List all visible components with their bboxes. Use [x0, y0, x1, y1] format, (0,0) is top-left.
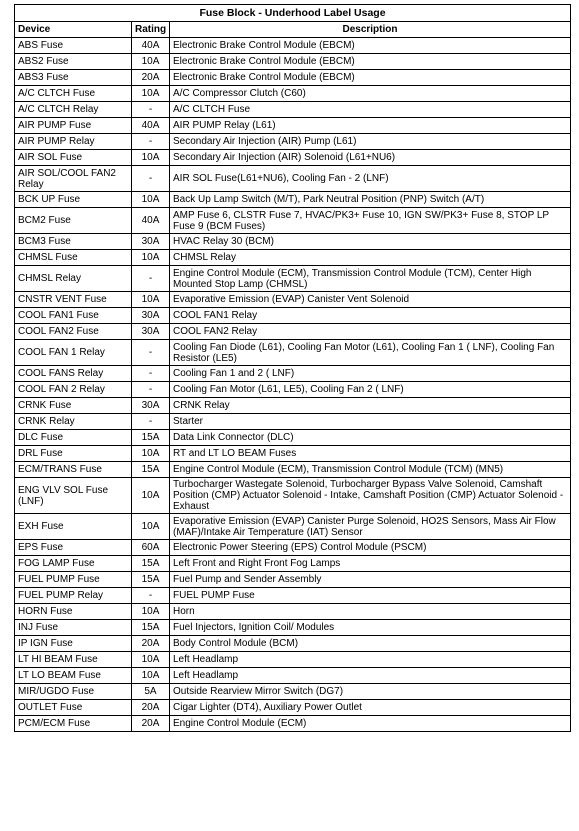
description-cell: Outside Rearview Mirror Switch (DG7)	[170, 684, 571, 700]
description-cell: Secondary Air Injection (AIR) Pump (L61)	[170, 134, 571, 150]
table-row	[15, 398, 571, 414]
description-cell: AMP Fuse 6, CLSTR Fuse 7, HVAC/PK3+ Fuse 10, IGN SW/PK3+ Fuse 8, STOP LP Fuse 9 (BCM Fuses)	[170, 208, 571, 234]
rating-cell: 40A	[132, 118, 170, 134]
table-row	[15, 292, 571, 308]
rating-cell: 10A	[132, 668, 170, 684]
device-cell: FOG LAMP Fuse	[15, 556, 132, 572]
device-cell: A/C CLTCH Fuse	[15, 86, 132, 102]
table-row	[15, 192, 571, 208]
description-cell: Left Headlamp	[170, 652, 571, 668]
table-row	[15, 430, 571, 446]
rating-cell: 60A	[132, 540, 170, 556]
table-row	[15, 478, 571, 514]
rating-cell: 20A	[132, 700, 170, 716]
description-cell: Left Front and Right Front Fog Lamps	[170, 556, 571, 572]
description-cell: RT and LT LO BEAM Fuses	[170, 446, 571, 462]
device-cell: INJ Fuse	[15, 620, 132, 636]
device-cell: CHMSL Fuse	[15, 250, 132, 266]
device-cell: BCM2 Fuse	[15, 208, 132, 234]
table-row	[15, 166, 571, 192]
device-cell: OUTLET Fuse	[15, 700, 132, 716]
rating-cell: 10A	[132, 54, 170, 70]
rating-cell: 20A	[132, 636, 170, 652]
device-cell: AIR SOL/COOL FAN2 Relay	[15, 166, 132, 192]
table-row	[15, 340, 571, 366]
rating-cell: 15A	[132, 620, 170, 636]
table-row	[15, 86, 571, 102]
description-cell: Starter	[170, 414, 571, 430]
description-cell: Electronic Brake Control Module (EBCM)	[170, 54, 571, 70]
description-cell: COOL FAN2 Relay	[170, 324, 571, 340]
table-row	[15, 514, 571, 540]
device-cell: CNSTR VENT Fuse	[15, 292, 132, 308]
table-row	[15, 150, 571, 166]
rating-cell: 15A	[132, 556, 170, 572]
rating-cell: 10A	[132, 86, 170, 102]
description-cell: Left Headlamp	[170, 668, 571, 684]
table-row	[15, 70, 571, 86]
device-cell: ENG VLV SOL Fuse (LNF)	[15, 478, 132, 514]
rating-cell: 10A	[132, 292, 170, 308]
device-cell: BCM3 Fuse	[15, 234, 132, 250]
description-cell: Cooling Fan Motor (L61, LE5), Cooling Fan 2 ( LNF)	[170, 382, 571, 398]
description-cell: CHMSL Relay	[170, 250, 571, 266]
table-row	[15, 556, 571, 572]
table-body	[15, 38, 571, 732]
device-cell: COOL FAN 2 Relay	[15, 382, 132, 398]
rating-cell: 10A	[132, 446, 170, 462]
rating-cell: 30A	[132, 308, 170, 324]
description-cell: Fuel Injectors, Ignition Coil/ Modules	[170, 620, 571, 636]
description-cell: Engine Control Module (ECM), Transmission Control Module (TCM), Center High Mounted Stop Lamp (CHMSL)	[170, 266, 571, 292]
device-cell: ECM/TRANS Fuse	[15, 462, 132, 478]
description-cell: Horn	[170, 604, 571, 620]
device-cell: AIR PUMP Fuse	[15, 118, 132, 134]
description-cell: Turbocharger Wastegate Solenoid, Turbocharger Bypass Valve Solenoid, Camshaft Position (CMP) Actuator Solenoid - Intake, Camshaft Position (CMP) Actuator Solenoid - Exhaust	[170, 478, 571, 514]
description-cell: AIR SOL Fuse(L61+NU6), Cooling Fan - 2 (LNF)	[170, 166, 571, 192]
table-row	[15, 234, 571, 250]
rating-cell: 30A	[132, 324, 170, 340]
table-row	[15, 620, 571, 636]
rating-cell: 20A	[132, 70, 170, 86]
header-row	[15, 22, 571, 38]
description-cell: A/C CLTCH Fuse	[170, 102, 571, 118]
rating-cell: -	[132, 382, 170, 398]
description-cell: Body Control Module (BCM)	[170, 636, 571, 652]
device-cell: CHMSL Relay	[15, 266, 132, 292]
rating-cell: -	[132, 166, 170, 192]
table-row	[15, 266, 571, 292]
rating-cell: 15A	[132, 572, 170, 588]
table-row	[15, 324, 571, 340]
device-cell: ABS3 Fuse	[15, 70, 132, 86]
table-row	[15, 604, 571, 620]
table-row	[15, 446, 571, 462]
table-row	[15, 38, 571, 54]
rating-cell: -	[132, 266, 170, 292]
description-cell: FUEL PUMP Fuse	[170, 588, 571, 604]
device-cell: LT LO BEAM Fuse	[15, 668, 132, 684]
rating-cell: -	[132, 340, 170, 366]
device-cell: PCM/ECM Fuse	[15, 716, 132, 732]
description-cell: Fuel Pump and Sender Assembly	[170, 572, 571, 588]
device-cell: COOL FAN 1 Relay	[15, 340, 132, 366]
rating-cell: -	[132, 366, 170, 382]
column-header-rating: Rating	[132, 22, 170, 38]
table-title: Fuse Block - Underhood Label Usage	[15, 5, 571, 22]
device-cell: CRNK Relay	[15, 414, 132, 430]
table-row	[15, 588, 571, 604]
table-row	[15, 118, 571, 134]
device-cell: AIR SOL Fuse	[15, 150, 132, 166]
device-cell: COOL FANS Relay	[15, 366, 132, 382]
device-cell: A/C CLTCH Relay	[15, 102, 132, 118]
description-cell: Cooling Fan Diode (L61), Cooling Fan Motor (L61), Cooling Fan 1 ( LNF), Cooling Fan Resistor (LE5)	[170, 340, 571, 366]
description-cell: A/C Compressor Clutch (C60)	[170, 86, 571, 102]
table-row	[15, 652, 571, 668]
rating-cell: 10A	[132, 250, 170, 266]
rating-cell: 30A	[132, 398, 170, 414]
description-cell: COOL FAN1 Relay	[170, 308, 571, 324]
description-cell: Cooling Fan 1 and 2 ( LNF)	[170, 366, 571, 382]
device-cell: ABS Fuse	[15, 38, 132, 54]
description-cell: CRNK Relay	[170, 398, 571, 414]
column-header-description: Description	[170, 22, 571, 38]
device-cell: BCK UP Fuse	[15, 192, 132, 208]
description-cell: Electronic Brake Control Module (EBCM)	[170, 70, 571, 86]
description-cell: Engine Control Module (ECM)	[170, 716, 571, 732]
device-cell: EXH Fuse	[15, 514, 132, 540]
rating-cell: -	[132, 414, 170, 430]
description-cell: Evaporative Emission (EVAP) Canister Purge Solenoid, HO2S Sensors, Mass Air Flow (MAF)/Intake Air Temperature (IAT) Sensor	[170, 514, 571, 540]
device-cell: MIR/UGDO Fuse	[15, 684, 132, 700]
device-cell: DLC Fuse	[15, 430, 132, 446]
table-row	[15, 250, 571, 266]
table-row	[15, 700, 571, 716]
rating-cell: 40A	[132, 38, 170, 54]
table-row	[15, 102, 571, 118]
table-row	[15, 134, 571, 150]
table-row	[15, 462, 571, 478]
device-cell: FUEL PUMP Relay	[15, 588, 132, 604]
description-cell: Cigar Lighter (DT4), Auxiliary Power Outlet	[170, 700, 571, 716]
table-row	[15, 382, 571, 398]
device-cell: ABS2 Fuse	[15, 54, 132, 70]
rating-cell: 20A	[132, 716, 170, 732]
device-cell: CRNK Fuse	[15, 398, 132, 414]
rating-cell: -	[132, 134, 170, 150]
device-cell: LT HI BEAM Fuse	[15, 652, 132, 668]
rating-cell: 30A	[132, 234, 170, 250]
description-cell: AIR PUMP Relay (L61)	[170, 118, 571, 134]
device-cell: IP IGN Fuse	[15, 636, 132, 652]
table-row	[15, 716, 571, 732]
table-row	[15, 572, 571, 588]
description-cell: HVAC Relay 30 (BCM)	[170, 234, 571, 250]
table-row	[15, 668, 571, 684]
device-cell: FUEL PUMP Fuse	[15, 572, 132, 588]
device-cell: EPS Fuse	[15, 540, 132, 556]
description-cell: Evaporative Emission (EVAP) Canister Vent Solenoid	[170, 292, 571, 308]
device-cell: DRL Fuse	[15, 446, 132, 462]
device-cell: COOL FAN1 Fuse	[15, 308, 132, 324]
table-row	[15, 414, 571, 430]
rating-cell: 15A	[132, 430, 170, 446]
column-header-device: Device	[15, 22, 132, 38]
description-cell: Electronic Power Steering (EPS) Control Module (PSCM)	[170, 540, 571, 556]
description-cell: Electronic Brake Control Module (EBCM)	[170, 38, 571, 54]
rating-cell: 10A	[132, 604, 170, 620]
description-cell: Data Link Connector (DLC)	[170, 430, 571, 446]
description-cell: Engine Control Module (ECM), Transmission Control Module (TCM) (MN5)	[170, 462, 571, 478]
rating-cell: 10A	[132, 514, 170, 540]
table-row	[15, 308, 571, 324]
rating-cell: -	[132, 588, 170, 604]
table-row	[15, 54, 571, 70]
fuse-usage-table	[14, 4, 571, 732]
rating-cell: 10A	[132, 652, 170, 668]
rating-cell: 10A	[132, 192, 170, 208]
rating-cell: 40A	[132, 208, 170, 234]
table-title-row	[15, 5, 571, 22]
device-cell: AIR PUMP Relay	[15, 134, 132, 150]
rating-cell: 10A	[132, 150, 170, 166]
table-row	[15, 366, 571, 382]
table-row	[15, 636, 571, 652]
table-row	[15, 540, 571, 556]
device-cell: COOL FAN2 Fuse	[15, 324, 132, 340]
rating-cell: 5A	[132, 684, 170, 700]
description-cell: Secondary Air Injection (AIR) Solenoid (L61+NU6)	[170, 150, 571, 166]
rating-cell: 10A	[132, 478, 170, 514]
device-cell: HORN Fuse	[15, 604, 132, 620]
description-cell: Back Up Lamp Switch (M/T), Park Neutral Position (PNP) Switch (A/T)	[170, 192, 571, 208]
table-row	[15, 684, 571, 700]
rating-cell: -	[132, 102, 170, 118]
rating-cell: 15A	[132, 462, 170, 478]
table-row	[15, 208, 571, 234]
